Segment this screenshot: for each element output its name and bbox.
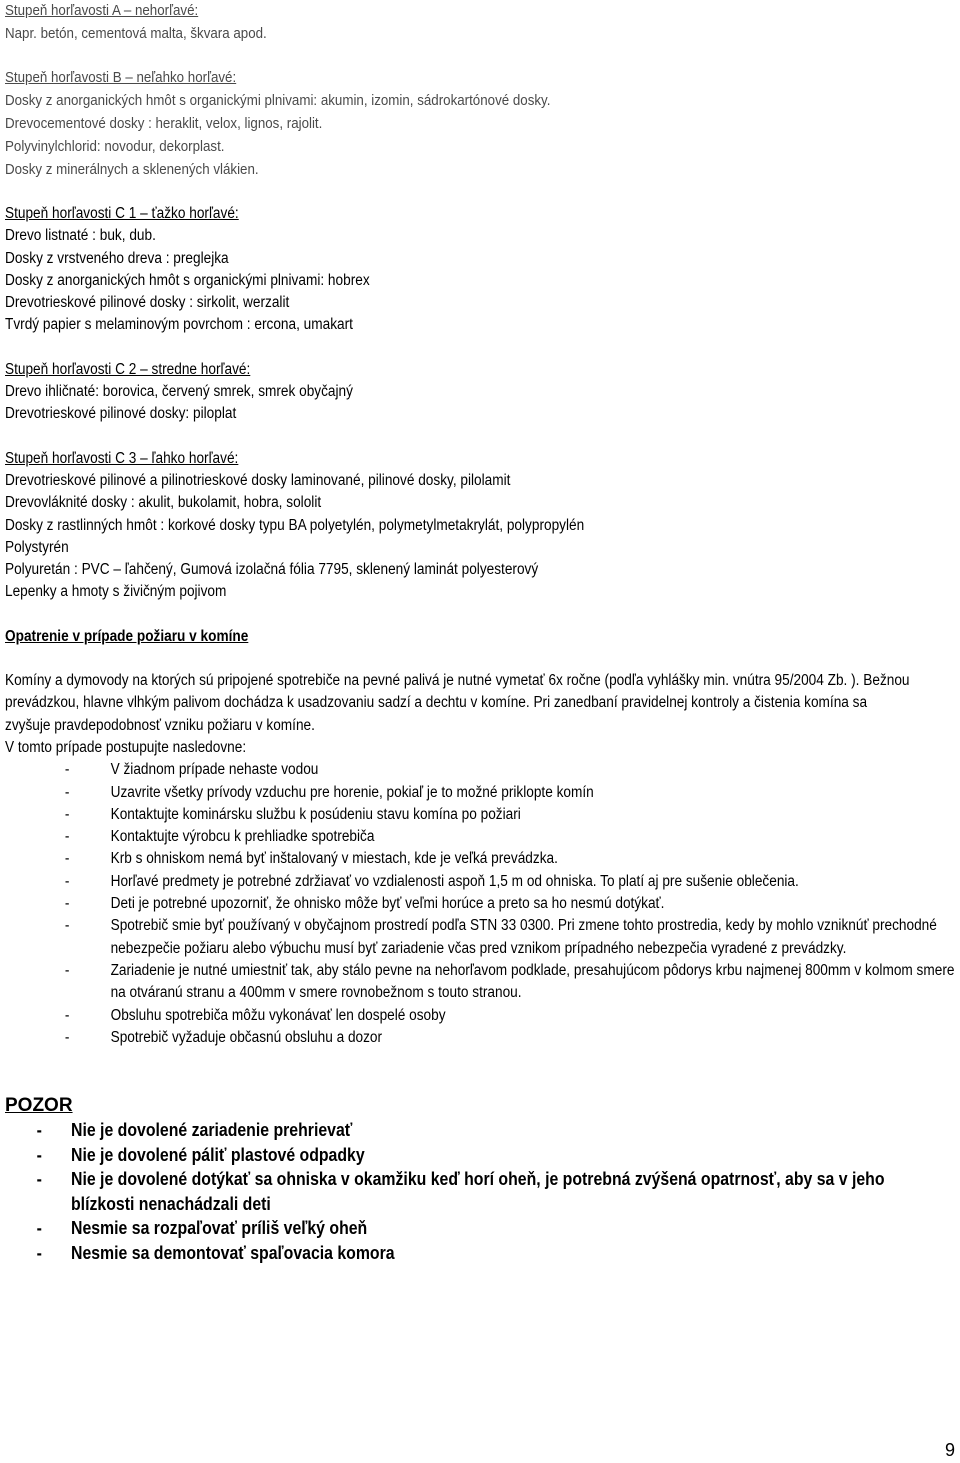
section-c2-line: Drevotrieskové pilinové dosky: piloplat — [5, 405, 237, 423]
list-item: - Uzavrite všetky prívody vzduchu pre horenie, pokiaľ je to možné priklopte komín — [64, 783, 594, 801]
section-b-heading: Stupeň horľavosti B – neľahko horľavé: — [5, 70, 237, 86]
section-c1 — [5, 203, 955, 1049]
list-item: - Deti je potrebné upozorniť, že ohnisko môže byť veľmi horúce a preto sa ho nesmú dotýkať. — [64, 895, 665, 913]
section-c3-line: Dosky z rastlinných hmôt : korkové dosky typu BA polyetylén, polymetylmetakrylát, polypropylén — [5, 516, 585, 534]
list-item: - Kontaktujte výrobcu k prehliadke spotrebiča — [64, 828, 375, 846]
section-c2-heading: Stupeň horľavosti C 2 – stredne horľavé: — [5, 360, 251, 378]
pozor-section — [5, 1094, 955, 1266]
list-item: - Nesmie sa demontovať spaľovacia komora — [36, 1242, 395, 1263]
chimney-section — [5, 626, 955, 1049]
section-b-line: Dosky z minerálnych a sklenených vlákien. — [5, 162, 259, 178]
list-item: - Spotrebič vyžaduje občasnú obsluhu a dozor — [64, 1028, 383, 1046]
section-c1-line: Tvrdý papier s melaminovým povrchom : ercona, umakart — [5, 316, 353, 334]
chimney-steps-list — [5, 759, 955, 1049]
list-item: - Kontaktujte kominársku službu k posúdeniu stavu komína po požiari — [64, 805, 521, 823]
section-c3 — [5, 448, 955, 604]
section-c3-line: Polyuretán : PVC – ľahčený, Gumová izolačná fólia 7795, sklenený laminát polyesterový — [5, 561, 539, 579]
section-a-heading: Stupeň horľavosti A – nehorľavé: — [5, 3, 199, 19]
chimney-paragraph: Komíny a dymovody na ktorých sú pripojené spotrebiče na pevné palivá je nutné vymetať 6x ročne (podľa vyhlášky min. vnútra 95/2004 Zb. ). Bežnou prevádzkou, hlavne vlhkým palivom dochádza k usadzovaniu sadzí a dechtu v komíne. Pri zanedbaní pravidelnej kontroly a čistenia komína sa zvyšuje pravdepodobnosť vzniku požiaru v komíne. — [5, 672, 910, 734]
section-c3-line: Lepenky a hmoty s živičným pojivom — [5, 583, 227, 601]
document-page — [5, 0, 955, 1263]
section-c2 — [5, 359, 955, 426]
section-c3-heading: Stupeň horľavosti C 3 – ľahko horľavé: — [5, 449, 239, 467]
list-item: - Obsluhu spotrebiča môžu vykonávať len dospelé osoby — [64, 1006, 446, 1024]
list-item: - Nie je dovolené zariadenie prehrievať — [36, 1120, 353, 1140]
section-c2-line: Drevo ihličnaté: borovica, červený smrek, smrek obyčajný — [5, 383, 353, 401]
section-c1-line: Dosky z anorganických hmôt s organickými plnivami: hobrex — [5, 271, 370, 289]
section-c1-line: Drevotrieskové pilinové dosky : sirkolit, werzalit — [5, 294, 290, 312]
list-item: - Nesmie sa rozpaľovať príliš veľký oheň — [36, 1218, 368, 1239]
section-a — [5, 0, 953, 46]
list-item: - Krb s ohniskom nemá byť inštalovaný v miestach, kde je veľká prevádzka. — [64, 850, 558, 868]
section-b-line: Drevocementové dosky : heraklit, velox, lignos, rajolit. — [5, 116, 323, 132]
list-item: - V žiadnom prípade nehaste vodou — [64, 761, 319, 779]
section-b-line: Polyvinylchlorid: novodur, dekorplast. — [5, 139, 225, 155]
section-c3-line: Drevotrieskové pilinové a pilinotrieskové dosky laminované, pilinové dosky, pilolamit — [5, 471, 511, 489]
page-number: 9 — [944, 1440, 955, 1460]
list-item: - Nie je dovolené páliť plastové odpadky — [36, 1144, 365, 1165]
section-b-line: Dosky z anorganických hmôt s organickými plnivami: akumin, izomin, sádrokartónové dosky. — [5, 93, 551, 109]
pozor-title: POZOR — [5, 1095, 73, 1116]
section-c3-line: Polystyrén — [5, 538, 69, 556]
list-item: - Horľavé predmety je potrebné zdržiavať vo vzdialenosti aspoň 1,5 m od ohniska. To platí aj pre sušenie oblečenia. — [64, 872, 799, 890]
section-a-line: Napr. betón, cementová malta, škvara apod. — [5, 26, 267, 42]
list-item: - Nie je dovolené dotýkať sa ohniska v okamžiku keď horí oheň, je potrebná zvýšená opatrnosť, aby sa v jeho blízkosti nenachádzali deti — [36, 1169, 885, 1214]
section-c1-line: Dosky z vrstveného dreva : preglejka — [5, 249, 229, 267]
list-item: - Zariadenie je nutné umiestniť tak, aby stálo pevne na nehorľavom podklade, presahujúcom pôdorys krbu najmenej 800mm v kolmom smere na otváranú stranu a 400mm v smere rovnobežnom s touto stranou. — [64, 961, 955, 1002]
list-item: - Spotrebič smie byť používaný v obyčajnom prostredí podľa STN 33 0300. Pri zmene tohto prostredia, kedy by mohlo vzniknúť prechodné nebezpečie požiaru alebo výbuchu musí byť zariadenie včas pred vznikom prípadného nebezpečia vyradené z prevádzky. — [64, 917, 937, 957]
chimney-title: Opatrenie v prípade požiaru v komíne — [5, 627, 249, 645]
section-c1-heading: Stupeň horľavosti C 1 – ťažko horľavé: — [5, 205, 239, 222]
section-b — [5, 67, 953, 182]
chimney-intro: V tomto prípade postupujte nasledovne: — [5, 738, 247, 756]
pozor-list — [5, 1118, 929, 1266]
section-c1-line: Drevo listnaté : buk, dub. — [5, 227, 156, 245]
section-c3-line: Drevovláknité dosky : akulit, bukolamit, hobra, sololit — [5, 494, 322, 512]
